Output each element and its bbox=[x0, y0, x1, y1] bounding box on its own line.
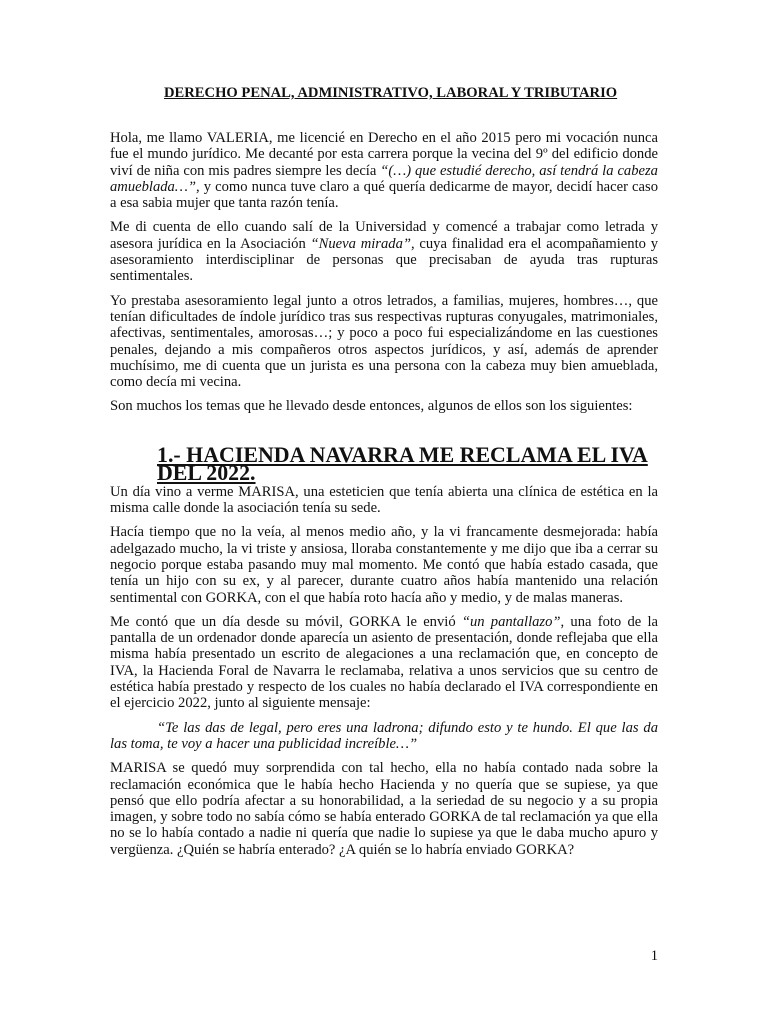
section-paragraph-3-tail: , una foto de la pantalla de un ordenador donde aparecía un asiento de presentación, donde reflejaba que ella misma había presentado un escrito de alegaciones a una reclamación que, en concepto de IVA, la Hacienda Foral de Navarra le reclamaba, relativa a unos servicios que su centro de estética había prestado y respecto de los cuales no había declarado el IVA correspondiente en el ejercicio 2022, junto al siguiente mensaje: bbox=[110, 613, 658, 712]
section-paragraph-1: Un día vino a verme MARISA, una esteticien que tenía abierta una clínica de estética en la misma calle donde la asociación tenía su sede. bbox=[110, 483, 658, 517]
quoted-message: “Te las das de legal, pero eres una ladrona; difundo esto y te hundo. El que las da las toma, te voy a hacer una publicidad increíble…” bbox=[110, 719, 658, 752]
section-paragraph-3-text: Me contó que un día desde su móvil, GORKA le envió bbox=[110, 613, 462, 630]
section-paragraph-3 bbox=[110, 614, 658, 712]
section-heading: 1.- HACIENDA NAVARRA ME RECLAMA EL IVA DEL 2022. bbox=[157, 441, 648, 485]
page-number: 1 bbox=[650, 948, 658, 964]
association-name: “Nueva mirada” bbox=[310, 235, 411, 252]
intro-paragraph-2-text: Me di cuenta de ello cuando salí de la Universidad y comencé a trabajar como letrada y asesora jurídica en la Asociación bbox=[110, 219, 658, 252]
intro-paragraph-2-tail: , cuya finalidad era el acompañamiento y asesoramiento interdisciplinar de personas que precisaban de ayuda tras rupturas sentimentales. bbox=[110, 235, 658, 285]
section-paragraph-2: Hacía tiempo que no la veía, al menos medio año, y la vi francamente desmejorada: había adelgazado mucho, la vi triste y ansiosa, lloraba constantemente y me dijo que iba a cerrar su negocio porque estaba pasando muy mal momento. Me contó que había estado casada, que tenía un hijo con su ex, y al parecer, durante cuatro años había mantenido una relación sentimental con GORKA, con el que había roto hacía año y medio, y de malas maneras. bbox=[110, 524, 658, 606]
intro-paragraph-3: Yo prestaba asesoramiento legal junto a otros letrados, a familias, mujeres, hombres…, que tenían dificultades de índole jurídico tras sus respectivas rupturas conyugales, matrimoniales, afectivas, sentimentales, amorosas…; y poco a poco fui especializándome en las cuestiones penales, dejando a mis compañeros otros aspectos jurídicos, y así, además de aprender muchísimo, me di cuenta que un jurista es una persona con la cabeza muy bien amueblada, como decía mi vecina. bbox=[110, 292, 658, 391]
intro-paragraph-1-text: Hola, me llamo VALERIA, me licencié en Derecho en el año 2015 pero mi vocación nunca fue el mundo jurídico. Me decanté por esta carrera porque la vecina del 9º del edificio donde viví de niña con mis padres siempre les decía bbox=[110, 130, 658, 179]
intro-paragraph-4: Son muchos los temas que he llevado desde entonces, algunos de ellos son los siguientes: bbox=[110, 398, 633, 415]
intro-paragraph-1 bbox=[110, 130, 658, 211]
document-title: DERECHO PENAL, ADMINISTRATIVO, LABORAL Y TRIBUTARIO bbox=[164, 85, 618, 101]
closing-paragraph: MARISA se quedó muy sorprendida con tal hecho, ella no había contado nada sobre la reclamación económica que le había hecho Hacienda y no quería que se supiese, ya que pensó que ello podría afectar a su honorabilidad, a la seriedad de su negocio y a su propia imagen, y sobre todo no sabía cómo se había enterado GORKA de tal reclamación ya que ella no se lo había contado a nadie ni quería que nadie lo supiese ya que le daba mucho apuro y vergüenza. ¿Quién se habría enterado? ¿A quién se lo habría enviado GORKA? bbox=[110, 760, 658, 858]
intro-paragraph-2 bbox=[110, 219, 658, 284]
intro-paragraph-1-tail: , y como nunca tuve claro a qué quería dedicarme de mayor, decidí hacer caso a esa sabia mujer que tanta razón tenía. bbox=[110, 178, 658, 212]
screenshot-term: “un pantallazo” bbox=[461, 613, 561, 630]
intro-paragraph-1-quote: “(…) que estudié derecho, así tendrá la cabeza amueblada…” bbox=[110, 162, 658, 195]
